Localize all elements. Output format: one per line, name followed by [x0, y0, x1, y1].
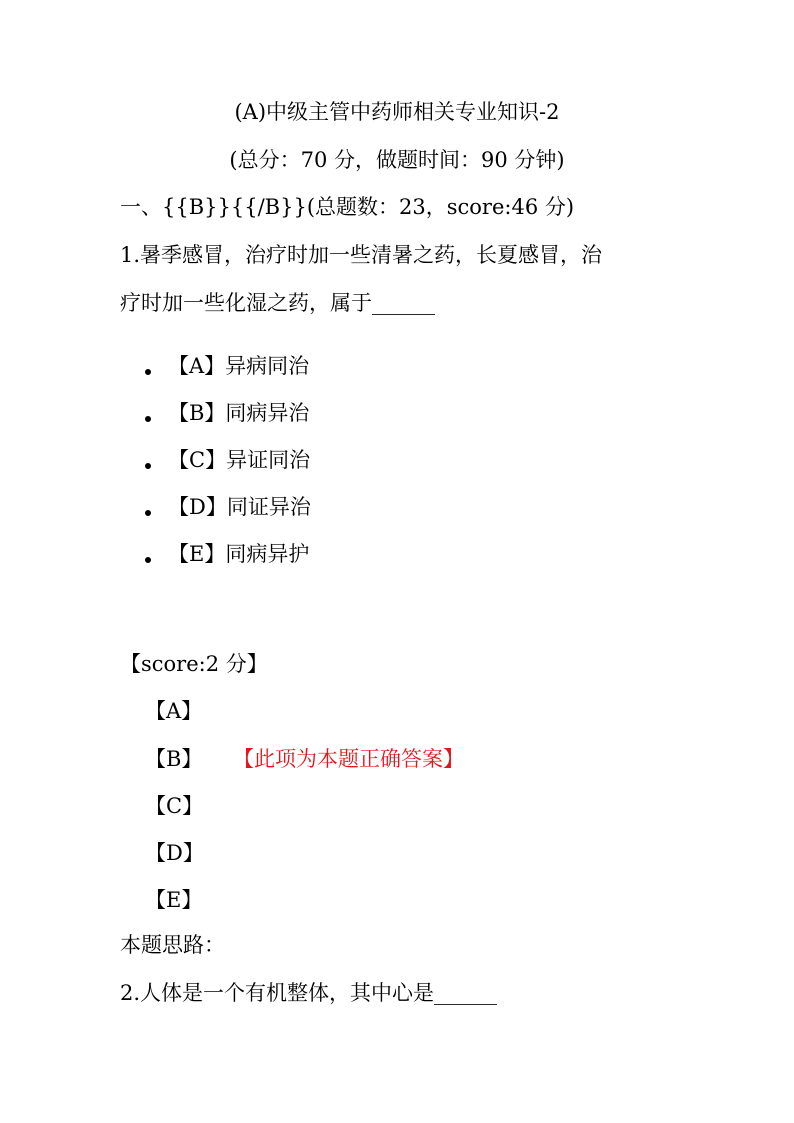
bullet-icon — [145, 369, 151, 375]
question-1-text-line-2: 疗时加一些化湿之药，属于______ — [120, 291, 435, 315]
option-d: 【D】同证异治 — [168, 495, 311, 519]
answer-a-letter: 【A】 — [145, 699, 203, 723]
answer-d-letter: 【D】 — [145, 841, 204, 865]
bullet-icon — [145, 416, 151, 422]
answer-b-letter: 【B】 — [145, 747, 203, 771]
bullet-icon — [145, 463, 151, 469]
option-e: 【E】同病异护 — [168, 542, 310, 566]
option-c: 【C】异证同治 — [168, 448, 311, 472]
document-subtitle: (总分：70 分，做题时间：90 分钟) — [229, 148, 565, 172]
option-a: 【A】异病同治 — [168, 354, 310, 378]
section-heading: 一、{{B}}{{/B}}(总题数：23，score:46 分) — [120, 195, 575, 219]
bullet-icon — [145, 510, 151, 516]
correct-answer-note: 【此项为本题正确答案】 — [233, 747, 464, 771]
answer-e-letter: 【E】 — [145, 888, 203, 912]
question-2-text: 2.人体是一个有机整体，其中心是______ — [120, 981, 498, 1005]
question-1-text-line-1: 1.暑季感冒，治疗时加一些清暑之药，长夏感冒，治 — [120, 243, 603, 267]
option-b: 【B】同病异治 — [168, 401, 310, 425]
answer-c-letter: 【C】 — [145, 794, 204, 818]
document-title: (A)中级主管中药师相关专业知识-2 — [234, 100, 560, 124]
bullet-icon — [145, 557, 151, 563]
reasoning-label: 本题思路： — [120, 933, 225, 957]
question-1-score: 【score:2 分】 — [120, 652, 268, 676]
